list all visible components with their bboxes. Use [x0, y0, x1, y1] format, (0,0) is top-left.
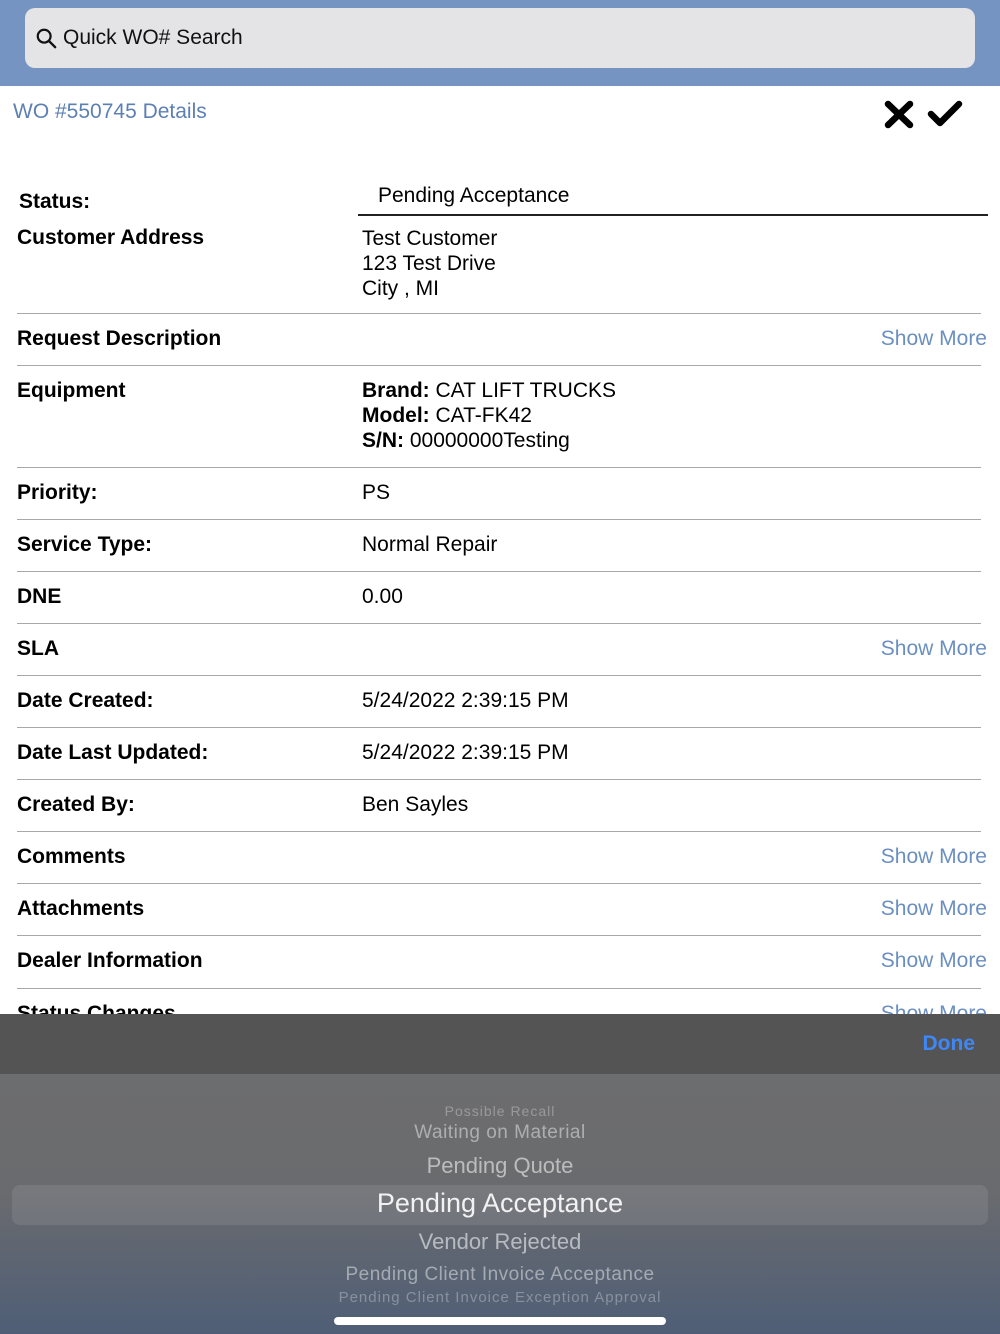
row-priority — [17, 467, 981, 520]
row-value: 5/24/2022 2:39:15 PM — [362, 689, 569, 712]
picker-option[interactable]: Possible Recall — [444, 1103, 556, 1119]
status-label: Status: — [19, 190, 91, 213]
row-label: Service Type: — [17, 533, 153, 556]
equipment-brand: Brand: CAT LIFT TRUCKS — [362, 379, 616, 402]
row-value: 5/24/2022 2:39:15 PM — [362, 741, 569, 764]
row-label: DNE — [17, 585, 62, 608]
status-value: Pending Acceptance — [378, 184, 570, 207]
row-label: Priority: — [17, 481, 98, 504]
picker-option[interactable]: Vendor Rejected — [418, 1229, 582, 1254]
picker-option[interactable]: Pending Client Invoice Acceptance — [345, 1264, 655, 1285]
show-more-link[interactable]: Show More — [880, 897, 987, 920]
search-input[interactable] — [63, 26, 943, 50]
picker-option[interactable]: Pending Client Invoice Exception Approval — [338, 1289, 662, 1306]
picker-option[interactable]: Pending Quote — [426, 1153, 574, 1178]
equipment-value — [362, 378, 616, 453]
row-label: Attachments — [17, 897, 145, 920]
status-row — [0, 180, 1000, 220]
row-value: Ben Sayles — [362, 793, 469, 816]
address-line: Test Customer — [362, 227, 498, 250]
show-more-link[interactable]: Show More — [880, 949, 987, 972]
picker-option-selected[interactable]: Pending Acceptance — [376, 1188, 624, 1218]
row-label: Date Created: — [17, 689, 154, 712]
search-icon — [35, 27, 57, 49]
row-created-by — [17, 779, 981, 832]
row-attachments — [17, 883, 987, 936]
equipment-serial: S/N: 00000000Testing — [362, 429, 570, 452]
row-comments — [17, 831, 987, 884]
row-equipment — [17, 365, 981, 468]
row-label: Dealer Information — [17, 949, 203, 972]
home-indicator — [334, 1317, 666, 1325]
row-customer-address — [17, 226, 981, 314]
row-sla — [17, 623, 987, 676]
row-service-type — [17, 519, 981, 572]
row-date-last-updated — [17, 727, 981, 780]
address-line: 123 Test Drive — [362, 252, 496, 275]
row-label: Date Last Updated: — [17, 741, 209, 764]
row-date-created — [17, 675, 981, 728]
picker-option[interactable]: Waiting on Material — [414, 1122, 586, 1143]
top-bar — [0, 0, 1000, 86]
show-more-link[interactable]: Show More — [880, 845, 987, 868]
row-dne — [17, 571, 981, 624]
show-more-link[interactable]: Show More — [880, 327, 987, 350]
row-value: Normal Repair — [362, 533, 498, 556]
row-label: Customer Address — [17, 226, 205, 249]
address-line: City , MI — [362, 277, 439, 300]
show-more-link[interactable]: Show More — [880, 637, 987, 660]
customer-address-value — [362, 226, 497, 301]
row-value: PS — [362, 481, 391, 504]
row-value: 0.00 — [362, 585, 403, 608]
row-label: Created By: — [17, 793, 135, 816]
row-label: Request Description — [17, 327, 222, 350]
status-select[interactable] — [358, 180, 988, 216]
done-button[interactable]: Done — [922, 1032, 975, 1055]
row-dealer-information — [17, 935, 987, 989]
row-label: Comments — [17, 845, 126, 868]
status-picker-sheet — [0, 1014, 1000, 1334]
close-icon[interactable] — [882, 98, 916, 130]
row-label: Equipment — [17, 379, 126, 402]
search-bar[interactable] — [25, 8, 975, 68]
picker-toolbar — [0, 1014, 1000, 1074]
checkmark-icon[interactable] — [926, 98, 964, 130]
row-label: SLA — [17, 637, 59, 660]
status-picker-wheel[interactable] — [0, 1074, 1000, 1334]
row-request-description — [17, 313, 987, 366]
page-title: WO #550745 Details — [13, 100, 207, 123]
equipment-model: Model: CAT-FK42 — [362, 404, 532, 427]
